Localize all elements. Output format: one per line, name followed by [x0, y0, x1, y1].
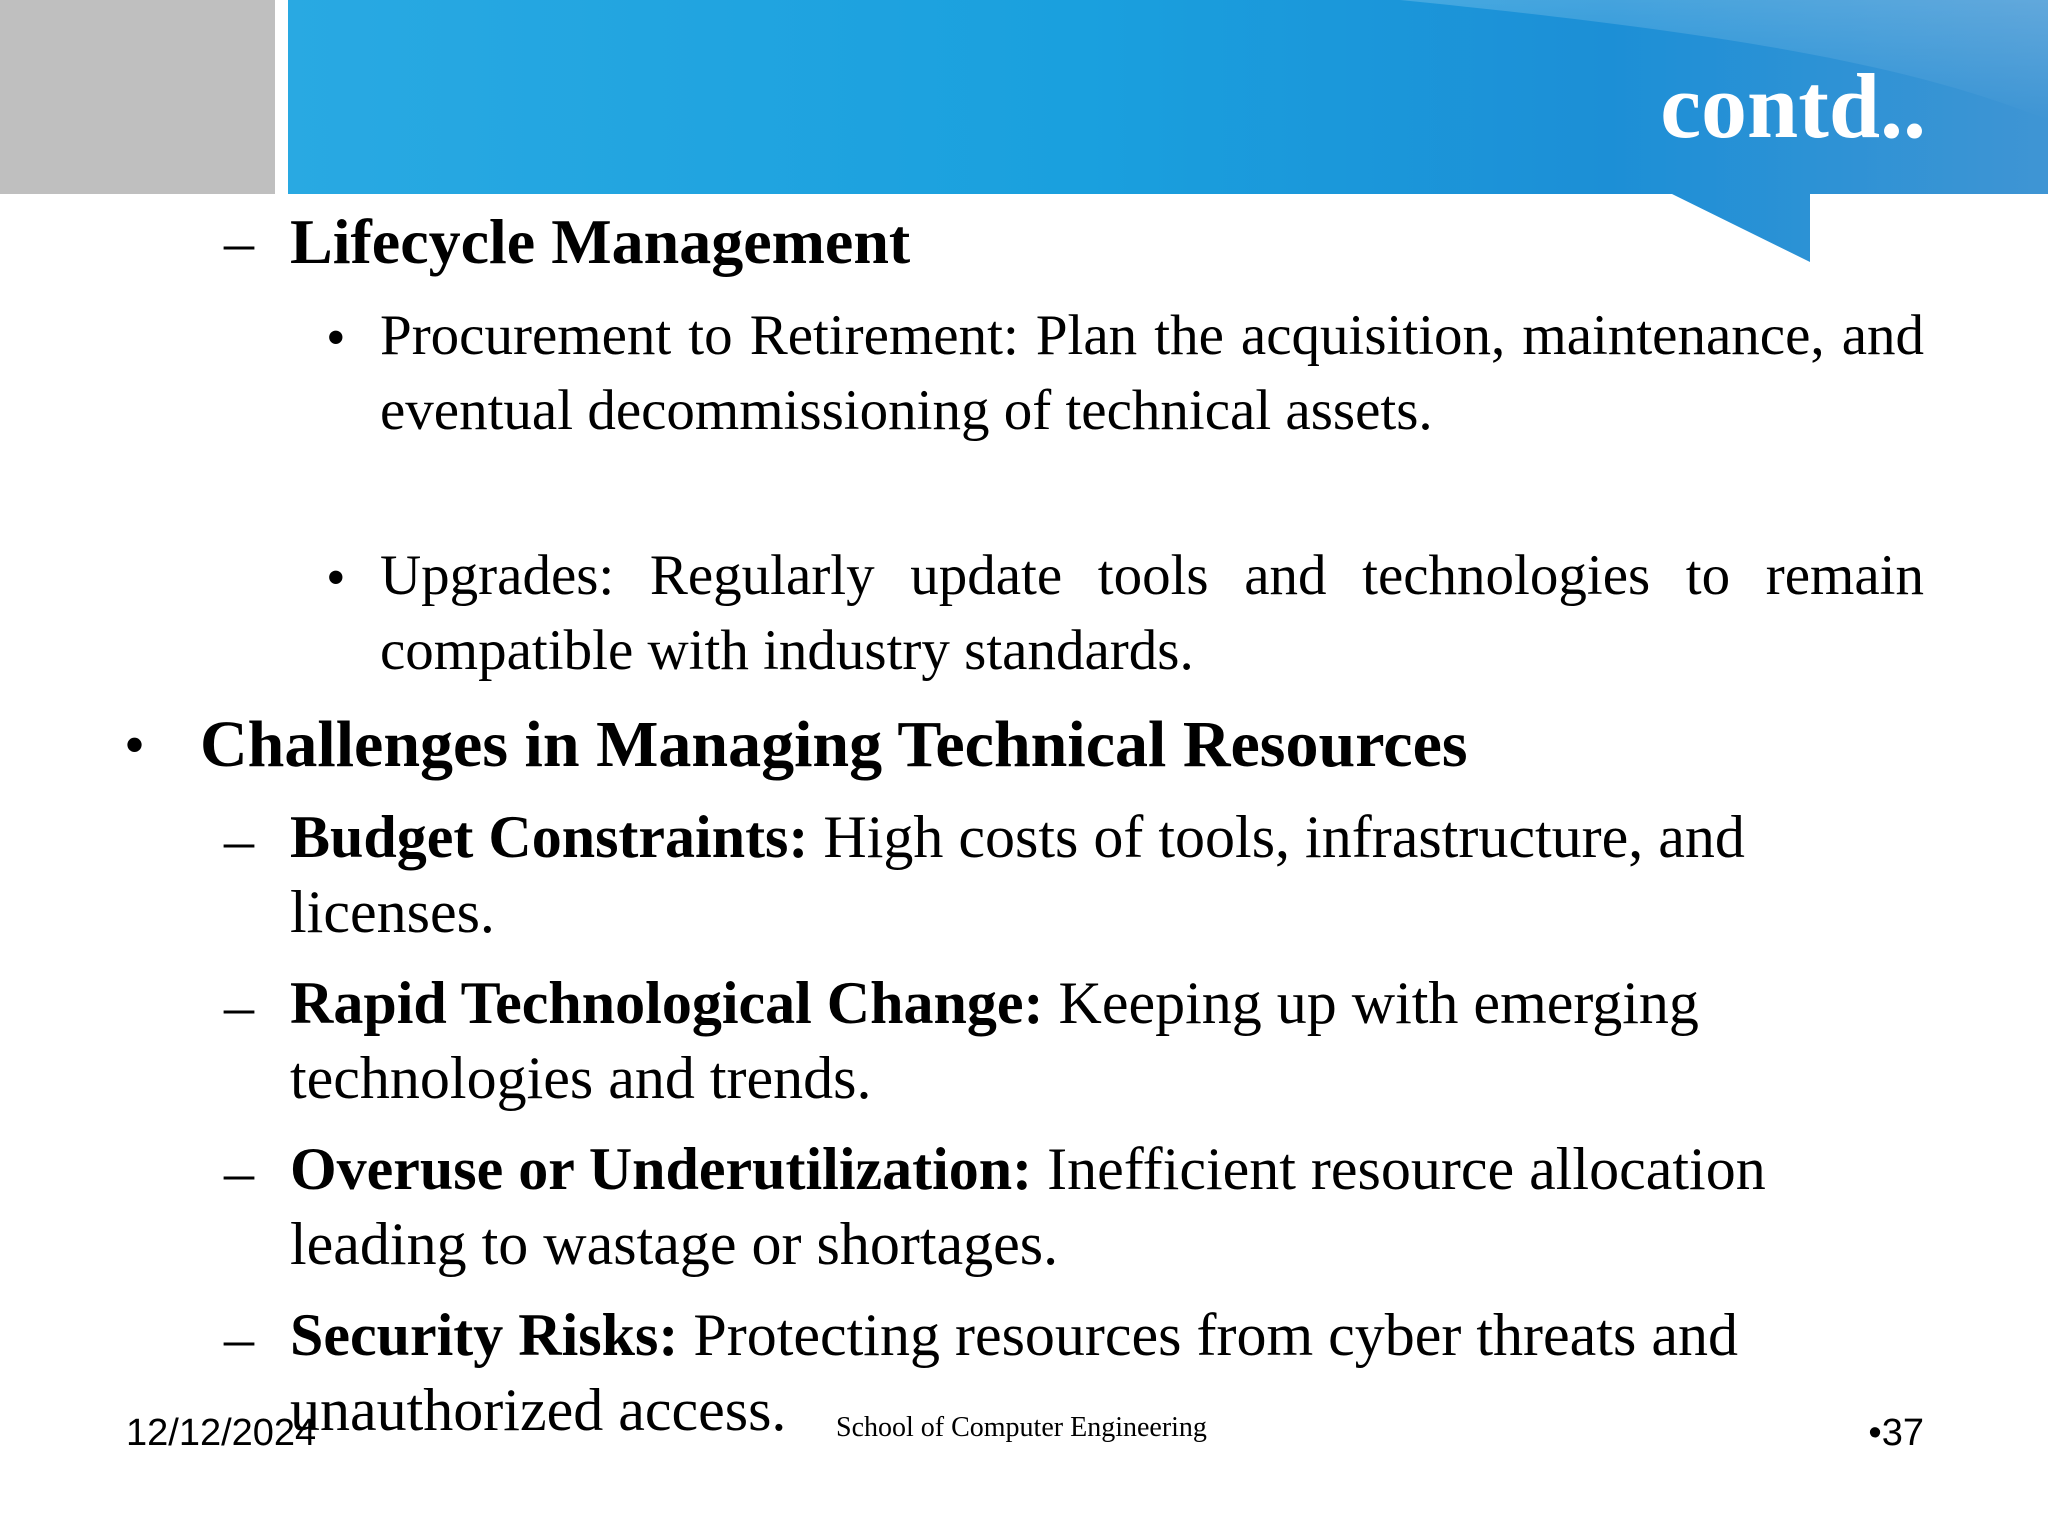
dash-bullet: –: [224, 1305, 254, 1371]
footer-school: School of Computer Engineering: [836, 1412, 1207, 1443]
dash-bullet: –: [224, 973, 254, 1039]
challenge-term: Overuse or Underutilization:: [290, 1136, 1033, 1202]
challenge-term: Rapid Technological Change:: [290, 970, 1044, 1036]
challenge-item-budget: [290, 800, 1850, 950]
challenge-text: Protecting resources from cyber threats and unauthorized access.: [290, 1302, 1738, 1443]
lifecycle-item-upgrades: Upgrades: Regularly update tools and technologies to remain compatible with industry standards.: [380, 544, 1924, 682]
dash-bullet: –: [224, 807, 254, 873]
bullet-dot: •: [326, 307, 346, 369]
challenge-term: Security Risks:: [290, 1302, 679, 1368]
challenge-term: Budget Constraints:: [290, 804, 809, 870]
dash-bullet: –: [224, 1139, 254, 1205]
slide-title: contd..: [1660, 55, 1926, 157]
footer-date: 12/12/2024: [126, 1412, 317, 1454]
challenge-text: High costs of tools, infrastructure, and licenses.: [290, 804, 1745, 945]
footer-page-number: •37: [1868, 1412, 1924, 1454]
challenges-heading: Challenges in Managing Technical Resources: [200, 708, 1468, 781]
challenge-item-rapid-change: [290, 966, 1850, 1116]
dash-bullet: –: [224, 209, 254, 275]
bullet-dot: •: [124, 712, 146, 778]
lifecycle-item-procurement: Procurement to Retirement: Plan the acquisition, maintenance, and eventual decommissioning of technical assets.: [380, 304, 1924, 442]
bullet-dot: •: [326, 547, 346, 609]
challenge-text: Inefficient resource allocation leading to wastage or shortages.: [290, 1136, 1766, 1277]
lifecycle-heading: Lifecycle Management: [290, 206, 911, 277]
challenge-item-overuse: [290, 1132, 1850, 1282]
challenge-text: Keeping up with emerging technologies and trends.: [290, 970, 1699, 1111]
